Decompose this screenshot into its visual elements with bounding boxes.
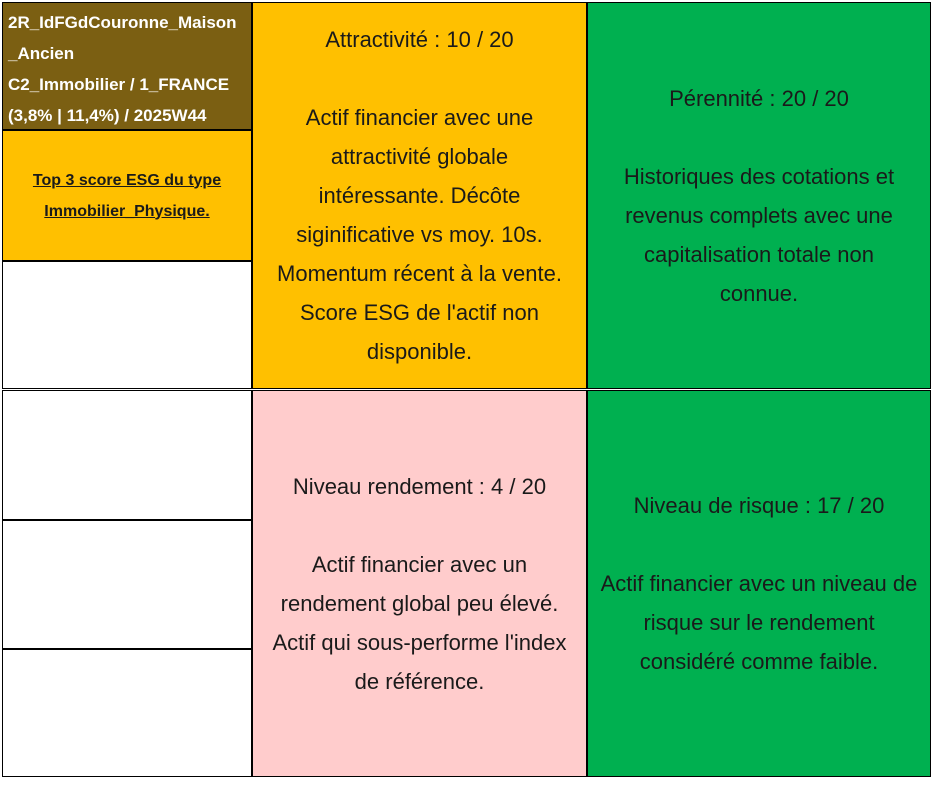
rendement-line-2: rendement global peu élevé. — [280, 590, 559, 616]
rendement-line-3: Actif qui sous-performe l'index — [272, 629, 567, 655]
risque-line-3: considéré comme faible. — [639, 649, 879, 674]
attractivite-line-7: disponible. — [366, 339, 473, 364]
asset-identifier-cell — [2, 2, 252, 130]
attractivite-line-6: Score ESG de l'actif non — [300, 300, 539, 325]
attractivite-line-3: intéressante. Décôte — [318, 183, 521, 208]
asset-line-4: (3,8% | 11,4%) / 2025W44 — [8, 106, 207, 125]
perennite-line-1: Historiques des cotations et — [623, 163, 895, 189]
esg-note-line-1: Top 3 score ESG du type — [32, 171, 222, 189]
esg-note-cell — [2, 130, 252, 261]
rendement-panel — [252, 390, 587, 777]
risque-title: Niveau de risque : 17 / 20 — [633, 493, 885, 518]
rendement-line-1: Actif financier avec un — [311, 551, 528, 577]
risque-line-1: Actif financier avec un niveau de — [600, 571, 918, 596]
perennite-panel — [587, 2, 931, 389]
perennite-line-4: connue. — [719, 280, 799, 306]
empty-cell-1 — [2, 261, 252, 389]
rendement-title: Niveau rendement : 4 / 20 — [292, 473, 547, 499]
asset-line-3: C2_Immobilier / 1_FRANCE — [8, 75, 230, 94]
attractivite-line-2: attractivité globale — [330, 144, 509, 169]
attractivite-line-5: Momentum récent à la vente. — [277, 261, 562, 286]
attractivite-panel — [252, 2, 587, 389]
attractivite-title: Attractivité : 10 / 20 — [325, 27, 514, 52]
attractivite-line-4: siginificative vs moy. 10s. — [296, 222, 543, 247]
rendement-line-4: de référence. — [354, 668, 485, 694]
risque-line-2: risque sur le rendement — [643, 610, 875, 635]
attractivite-line-1: Actif financier avec une — [305, 105, 534, 130]
empty-cell-2 — [2, 390, 252, 520]
perennite-title: Pérennité : 20 / 20 — [669, 85, 849, 111]
perennite-line-3: capitalisation totale non — [644, 241, 874, 267]
esg-note-line-2: Immobilier_Physique. — [44, 202, 210, 220]
asset-line-1: 2R_IdFGdCouronne_Maison — [8, 13, 237, 32]
asset-line-2: _Ancien — [8, 44, 75, 63]
perennite-line-2: revenus complets avec une — [625, 202, 893, 228]
risque-panel — [587, 390, 931, 777]
empty-cell-3 — [2, 520, 252, 649]
empty-cell-4 — [2, 649, 252, 777]
